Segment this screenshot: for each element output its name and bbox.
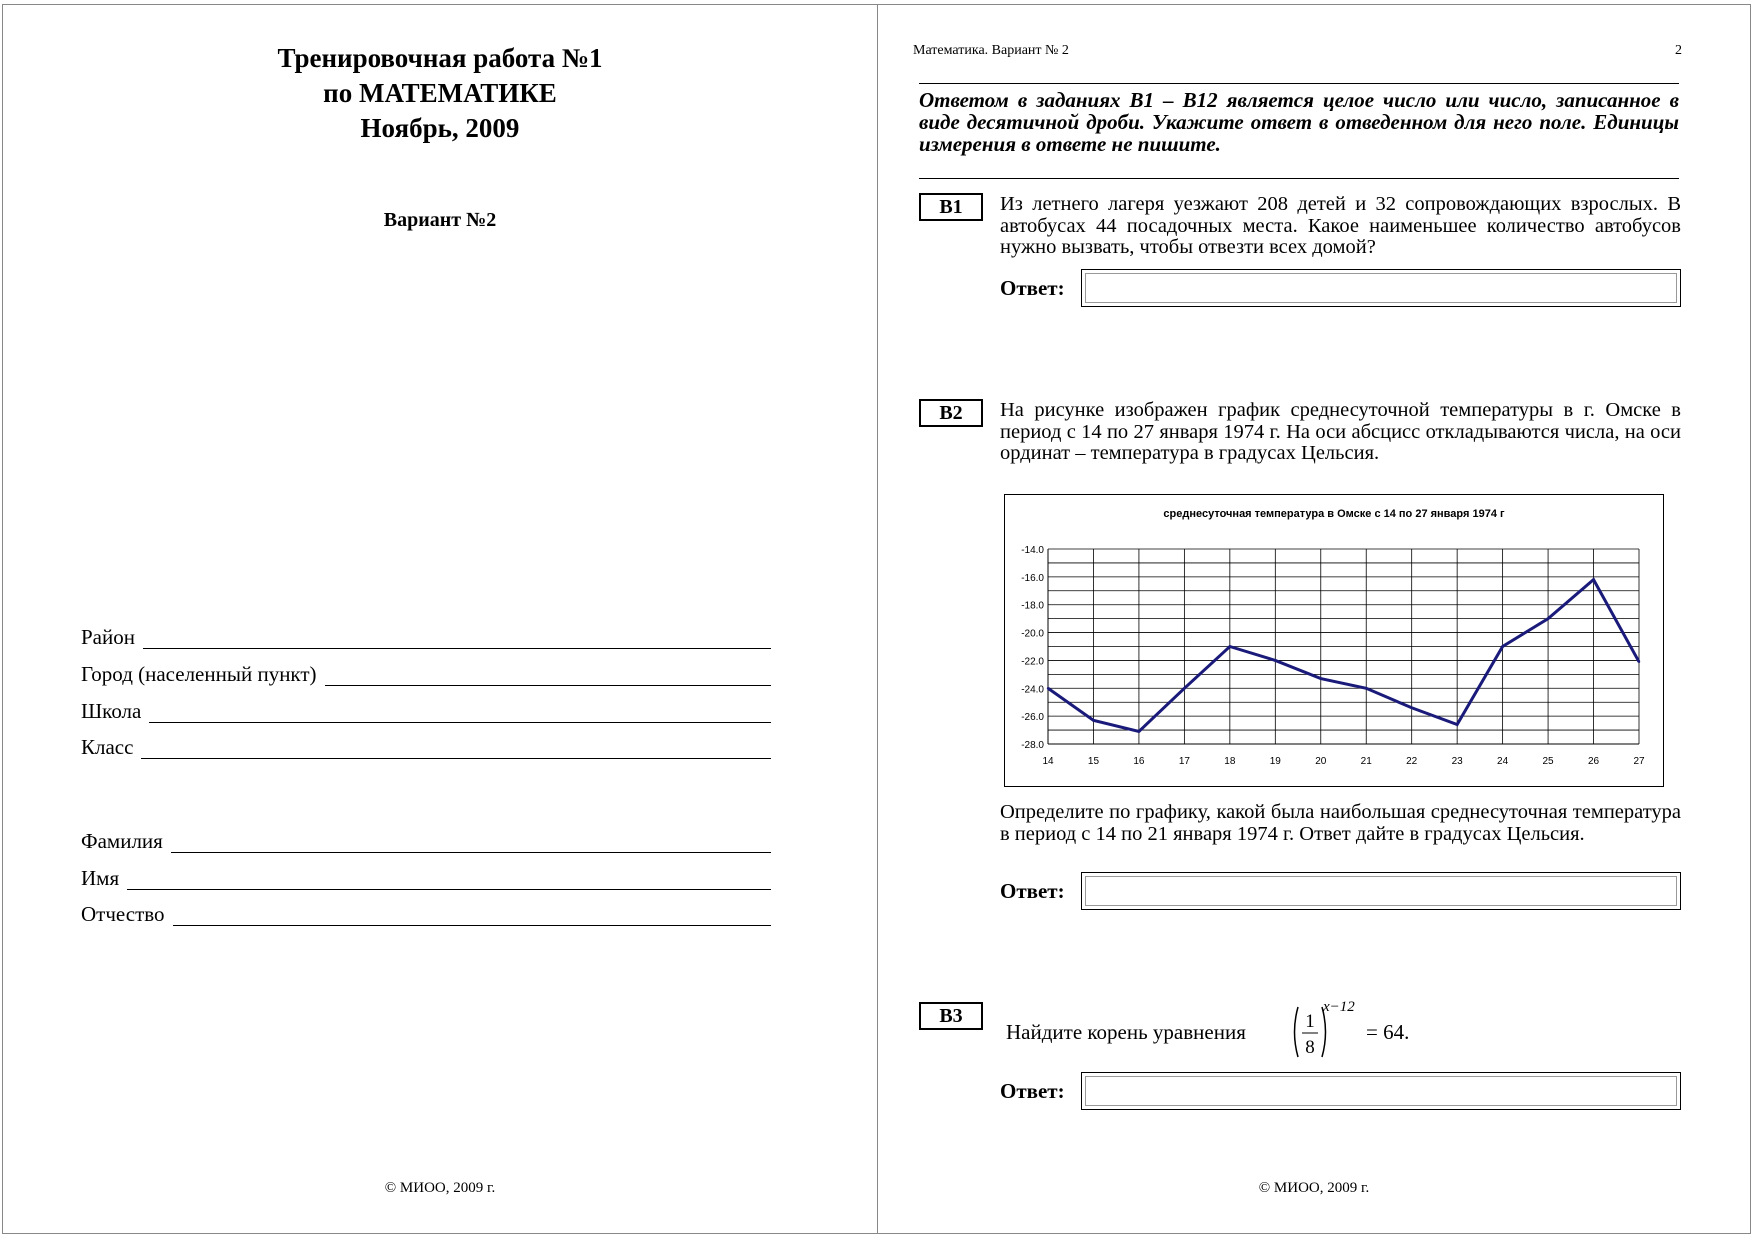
field-line[interactable] — [143, 622, 771, 649]
field-city — [81, 656, 771, 686]
title-line-2: по МАТЕМАТИКЕ — [323, 78, 557, 108]
running-header: Математика. Вариант № 2 — [913, 43, 1069, 58]
x-tick-label: 17 — [1178, 756, 1190, 767]
field-label: Класс — [81, 735, 134, 759]
field-label: Район — [81, 625, 135, 649]
x-tick-label: 26 — [1587, 756, 1600, 767]
temperature-series-line — [1048, 580, 1639, 732]
x-tick-label: 15 — [1087, 756, 1100, 767]
x-tick-label: 18 — [1224, 756, 1236, 767]
temperature-chart — [1004, 494, 1664, 787]
field-district — [81, 619, 771, 649]
field-label: Фамилия — [81, 829, 163, 853]
data-point — [1092, 719, 1094, 721]
y-tick-label: -20.0 — [1021, 628, 1044, 640]
answer-input-b2[interactable] — [1081, 872, 1681, 910]
y-tick-label: -14.0 — [1021, 545, 1044, 556]
y-tick-label: -28.0 — [1021, 740, 1044, 751]
data-point — [1410, 707, 1412, 709]
x-tick-label: 21 — [1360, 756, 1372, 767]
data-point — [1547, 617, 1549, 619]
copyright: © МИОО, 2009 г. — [1258, 1180, 1370, 1196]
title-line-3: Ноябрь, 2009 — [360, 113, 520, 143]
task-b3-label: B3 — [919, 1002, 983, 1030]
copyright: © МИОО, 2009 г. — [384, 1180, 496, 1196]
data-point — [1274, 659, 1276, 661]
field-line[interactable] — [149, 696, 771, 723]
x-tick-label: 14 — [1042, 756, 1054, 767]
answer-label-b2: Ответ: — [1000, 879, 1065, 903]
y-tick-label: -16.0 — [1021, 572, 1044, 584]
task-b1-label: B1 — [919, 193, 983, 221]
variant-label: Вариант №2 — [383, 209, 497, 231]
chart-grid — [1048, 549, 1639, 744]
x-tick-label: 22 — [1406, 756, 1418, 767]
fraction-numerator: 1 — [1305, 1011, 1315, 1032]
title-page — [2, 4, 878, 1234]
answer-input-b3[interactable] — [1081, 1072, 1681, 1110]
data-point — [1183, 687, 1185, 689]
field-label: Школа — [81, 699, 142, 723]
x-tick-label: 25 — [1542, 756, 1554, 767]
field-surname — [81, 823, 771, 853]
x-tick-label: 20 — [1315, 756, 1327, 767]
field-first-name — [81, 860, 771, 890]
tasks-page — [877, 4, 1751, 1234]
fraction-denominator: 8 — [1305, 1037, 1315, 1058]
field-patronymic — [81, 896, 771, 926]
field-line[interactable] — [325, 659, 771, 686]
field-line[interactable] — [173, 899, 771, 926]
data-point — [1320, 677, 1322, 679]
chart-tick-labels — [1021, 545, 1645, 767]
task-b2-label: B2 — [919, 399, 983, 427]
task-b1-text: Из летнего лагеря уезжают 208 детей и 32 сопровождающих взрослых. В автобусах 44 посадочных места. Какое наименьшее количество автобусов нужно вызвать, чтобы отвезти всех домой? — [1000, 193, 1681, 258]
title-line-1: Тренировочная работа №1 — [277, 43, 603, 73]
task-b2-text: На рисунке изображен график среднесуточной температуры в г. Омске в период с 14 по 27 января 1974 г. На оси абсцисс откладываются числа, на оси ординат – температура в градусах Цельсия. — [1000, 399, 1681, 464]
data-point — [1138, 730, 1140, 732]
chart-series — [1047, 578, 1640, 732]
title-block — [3, 41, 877, 146]
y-tick-label: -22.0 — [1021, 656, 1044, 668]
divider-bottom — [919, 178, 1679, 179]
x-tick-label: 16 — [1133, 756, 1145, 767]
field-line[interactable] — [171, 826, 771, 853]
field-class — [81, 729, 771, 759]
data-point — [1638, 661, 1640, 663]
x-tick-label: 19 — [1269, 756, 1281, 767]
field-line[interactable] — [141, 732, 771, 759]
field-line[interactable] — [127, 863, 771, 890]
x-tick-label: 24 — [1497, 756, 1509, 767]
field-label: Город (населенный пункт) — [81, 662, 317, 686]
x-tick-label: 27 — [1633, 756, 1645, 767]
task-b2-question: Определите по графику, какой была наибольшая среднесуточная температура в период с 14 по 21 января 1974 г. Ответ дайте в градусах Цельсия. — [1000, 801, 1681, 845]
answer-input-inner — [1085, 876, 1677, 906]
chart-title: среднесуточная температура в Омске с 14 по 27 января 1974 г — [1163, 508, 1505, 520]
answer-label-b1: Ответ: — [1000, 276, 1065, 300]
equation-rhs: = 64. — [1366, 1020, 1410, 1044]
task-b3-text: Найдите корень уравнения — [1006, 1020, 1246, 1044]
answer-input-b1[interactable] — [1081, 269, 1681, 307]
answer-label-b3: Ответ: — [1000, 1079, 1065, 1103]
x-tick-label: 23 — [1451, 756, 1463, 767]
y-tick-label: -26.0 — [1021, 712, 1044, 724]
field-label: Имя — [81, 866, 120, 890]
y-tick-label: -18.0 — [1021, 600, 1044, 612]
divider-top — [919, 83, 1679, 84]
data-point — [1456, 723, 1458, 725]
data-point — [1047, 687, 1049, 689]
data-point — [1365, 687, 1367, 689]
field-label: Отчество — [81, 902, 165, 926]
data-point — [1592, 578, 1594, 580]
chart-canvas — [1005, 495, 1663, 786]
data-point — [1501, 645, 1503, 647]
field-school — [81, 693, 771, 723]
left-paren — [1295, 1007, 1299, 1057]
y-tick-label: -24.0 — [1021, 684, 1044, 696]
data-point — [1229, 645, 1231, 647]
answer-input-inner — [1085, 1076, 1677, 1106]
instruction-text: Ответом в заданиях B1 – B12 является целое число или число, записанное в виде десятичной дроби. Укажите ответ в отведенном для него поле. Единицы измерения в ответе не пишите. — [919, 88, 1679, 156]
equation-exponent: x−12 — [1323, 999, 1355, 1015]
page-number: 2 — [1675, 43, 1682, 58]
answer-input-inner — [1085, 273, 1677, 303]
